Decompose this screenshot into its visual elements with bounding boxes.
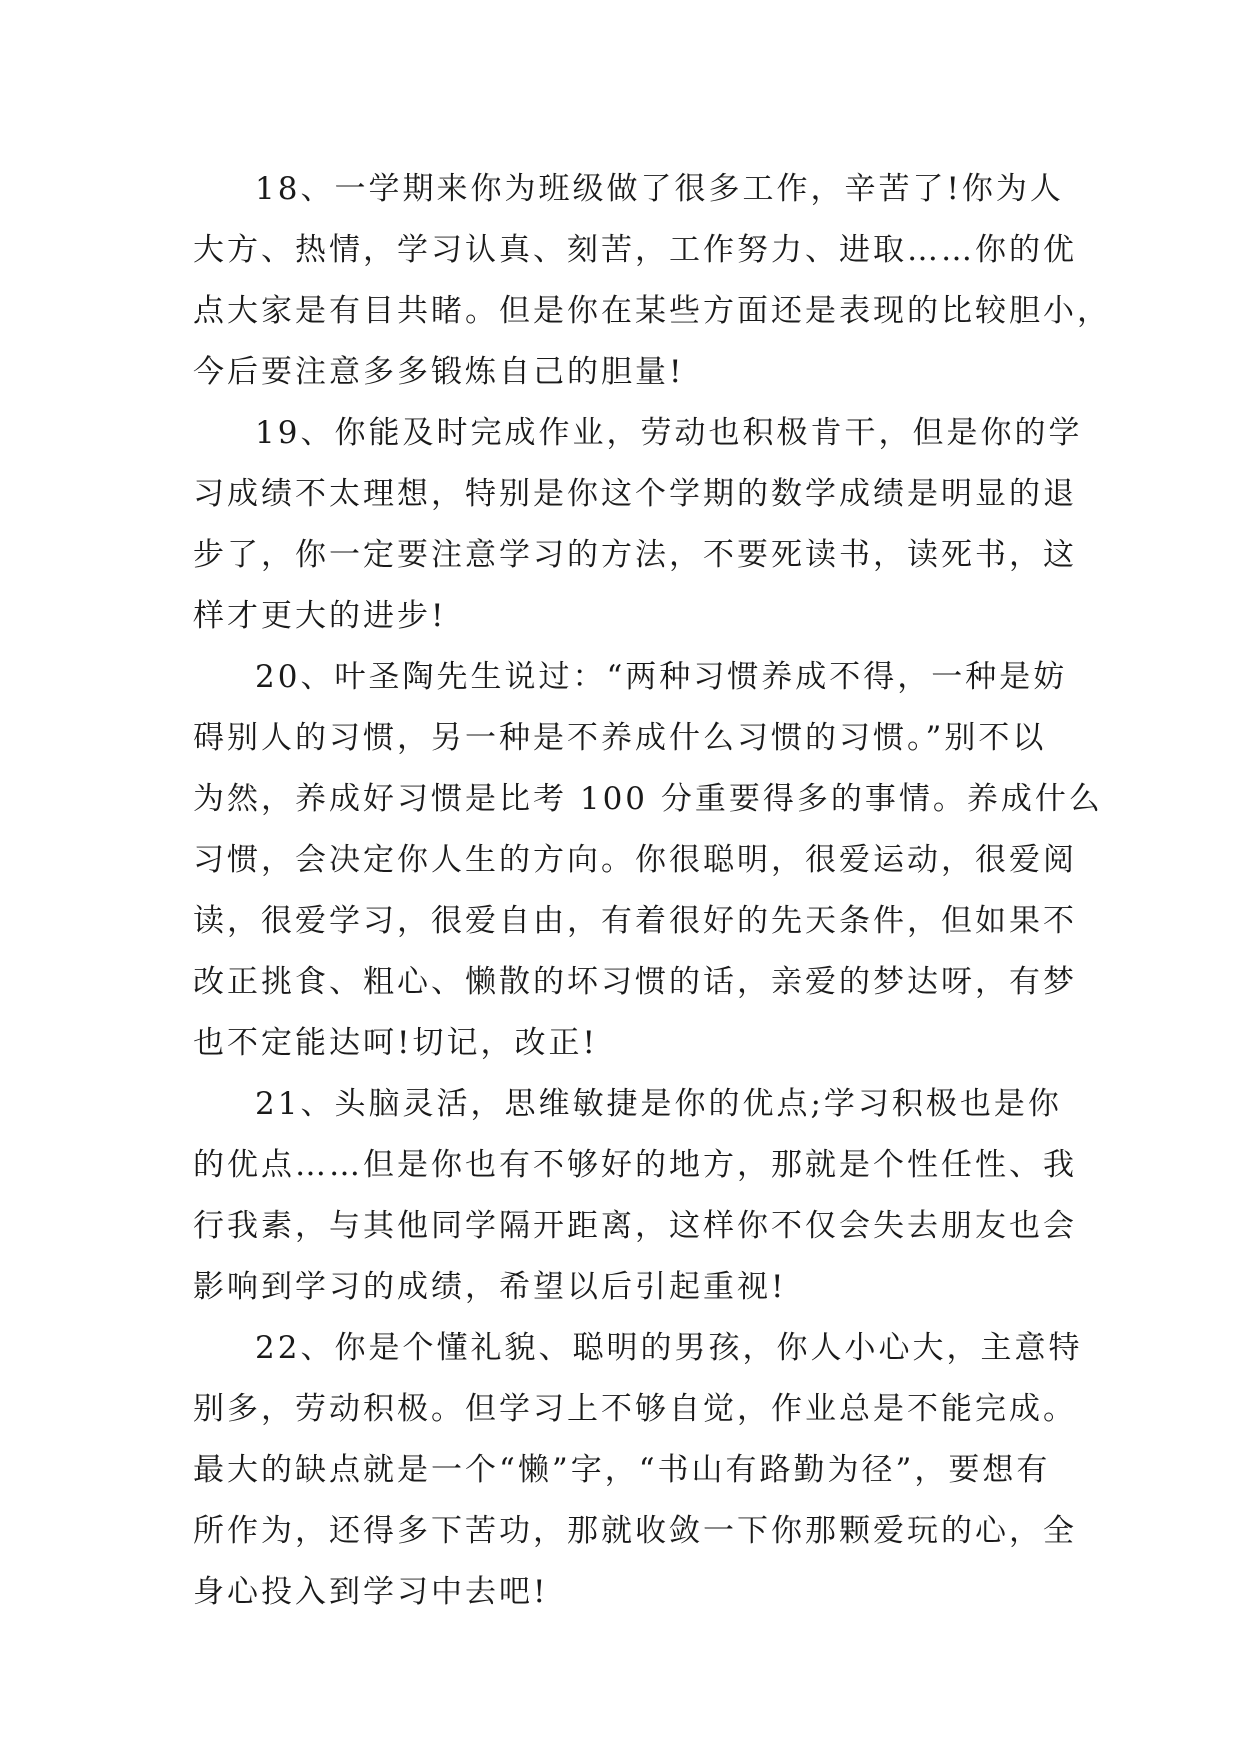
- paragraph-line: 为然，养成好习惯是比考 100 分重要得多的事情。养成什么: [193, 781, 1103, 817]
- paragraph-line: 19、你能及时完成作业，劳动也积极肯干，但是你的学: [255, 415, 1083, 451]
- paragraph-line: 大方、热情，学习认真、刻苦，工作努力、进取……你的优: [193, 232, 1077, 268]
- paragraph-line: 最大的缺点就是一个“懒”字，“书山有路勤为径”，要想有: [193, 1452, 1051, 1488]
- comment-paragraph-19: [193, 403, 1093, 647]
- paragraph-line: 身心投入到学习中去吧!: [193, 1574, 549, 1610]
- comment-paragraph-22: [193, 1318, 1093, 1623]
- paragraph-line: 22、你是个懂礼貌、聪明的男孩，你人小心大，主意特: [255, 1330, 1083, 1366]
- paragraph-line: 习惯，会决定你人生的方向。你很聪明，很爱运动，很爱阅: [193, 842, 1077, 878]
- comment-paragraph-20: [193, 647, 1103, 1074]
- paragraph-line: 所作为，还得多下苦功，那就收敛一下你那颗爱玩的心，全: [193, 1513, 1077, 1549]
- comment-paragraph-18: [193, 159, 1111, 403]
- paragraph-line: 20、叶圣陶先生说过：“两种习惯养成不得，一种是妨: [255, 659, 1068, 695]
- comment-paragraph-21: [193, 1074, 1093, 1318]
- paragraph-line: 读，很爱学习，很爱自由，有着很好的先天条件，但如果不: [193, 903, 1077, 939]
- paragraph-line: 影响到学习的成绩，希望以后引起重视!: [193, 1269, 787, 1305]
- paragraph-line: 点大家是有目共睹。但是你在某些方面还是表现的比较胆小，: [193, 293, 1111, 329]
- paragraph-line: 别多，劳动积极。但学习上不够自觉，作业总是不能完成。: [193, 1391, 1077, 1427]
- paragraph-line: 18、一学期来你为班级做了很多工作，辛苦了!你为人: [255, 171, 1064, 207]
- paragraph-line: 行我素，与其他同学隔开距离，这样你不仅会失去朋友也会: [193, 1208, 1077, 1244]
- paragraph-line: 步了，你一定要注意学习的方法，不要死读书，读死书，这: [193, 537, 1077, 573]
- paragraph-line: 习成绩不太理想，特别是你这个学期的数学成绩是明显的退: [193, 476, 1077, 512]
- paragraph-line: 21、头脑灵活，思维敏捷是你的优点;学习积极也是你: [255, 1086, 1062, 1122]
- paragraph-line: 改正挑食、粗心、懒散的坏习惯的话，亲爱的梦达呀，有梦: [193, 964, 1077, 1000]
- paragraph-line: 的优点……但是你也有不够好的地方，那就是个性任性、我: [193, 1147, 1077, 1183]
- paragraph-line: 也不定能达呵!切记，改正!: [193, 1025, 598, 1061]
- paragraph-line: 样才更大的进步!: [193, 598, 447, 634]
- paragraph-line: 碍别人的习惯，另一种是不养成什么习惯的习惯。”别不以: [193, 720, 1047, 756]
- document-body: [193, 159, 1111, 1623]
- paragraph-line: 今后要注意多多锻炼自己的胆量!: [193, 354, 685, 390]
